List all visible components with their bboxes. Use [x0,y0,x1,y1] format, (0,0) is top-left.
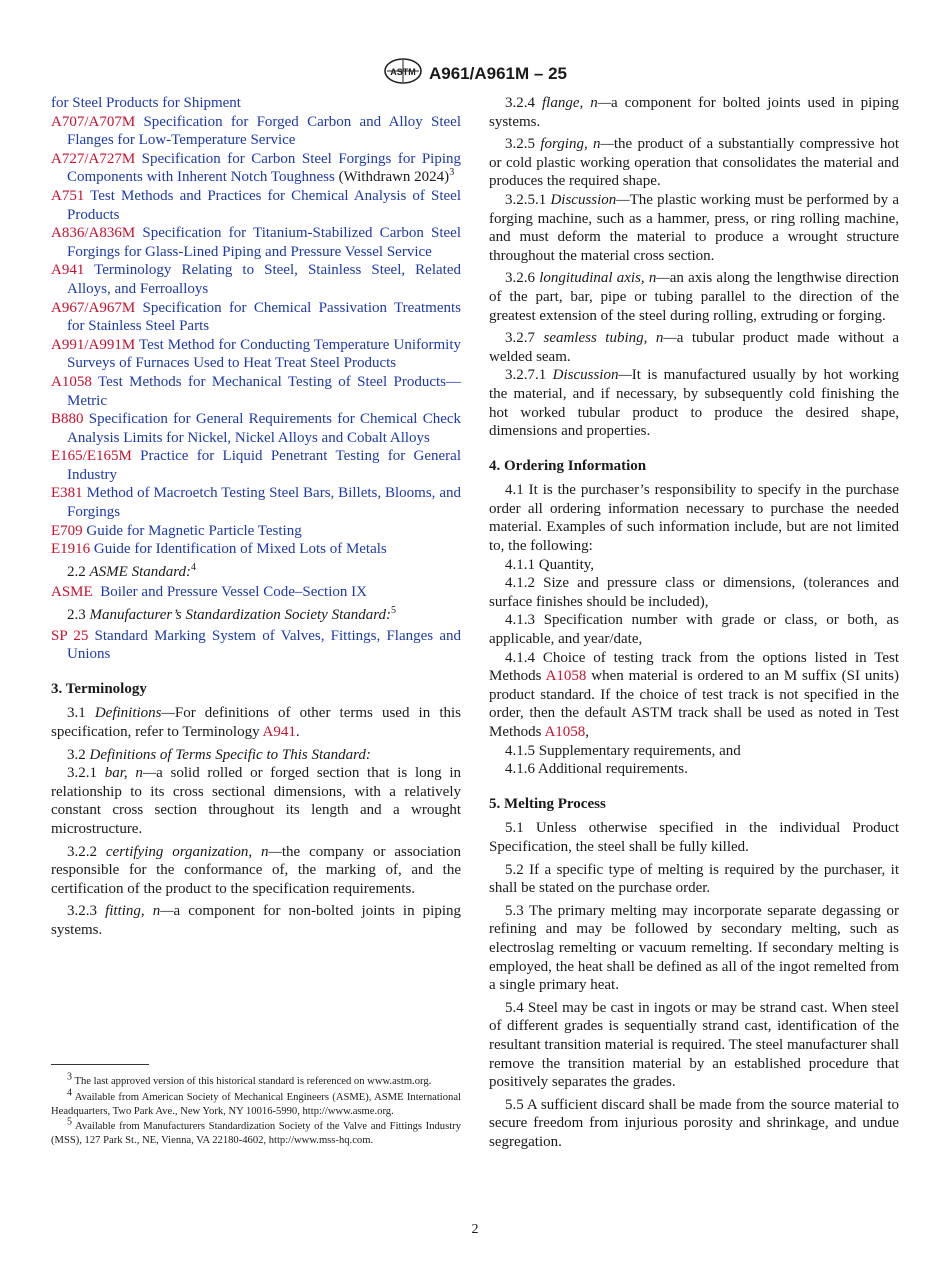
reference-link[interactable]: A941 [262,724,296,740]
reference-link[interactable]: E1916 [51,541,91,558]
reference-item: E165/E165M Practice for Liquid Penetrant Testing for General Industry [51,448,461,483]
reference-link[interactable]: A1058 [51,373,92,390]
reference-item: for Steel Products for Shipment [51,95,241,111]
paragraph: 3.1 Definitions—For definitions of other terms used in this specification, refer to Terminology A941. [51,705,461,740]
footnote-divider [51,1064,149,1065]
paragraph: 3.2.6 longitudinal axis, n—an axis along the lengthwise direction of the part, bar, pipe or tubing parallel to the direction of the greatest extension of the steel during rolling, extruding or forging. [489,270,899,324]
reference-link[interactable]: E381 [51,485,83,502]
reference-link[interactable]: B880 [51,411,84,428]
reference-link[interactable]: A1058 [545,668,587,685]
paragraph: 4.1 It is the purchaser’s responsibility to specify in the purchase order all ordering information necessary to purchase the needed material. Examples of such information include, but are not limited to, the following: [489,482,899,555]
reference-link[interactable]: A991/A991M [51,336,136,353]
paragraph: 4.1.1 Quantity, [505,556,595,573]
paragraph: 3.2.7 seamless tubing, n—a tubular product made without a welded seam. [489,330,900,365]
paragraph: 5.2 If a specific type of melting is required by the purchaser, it shall be stated on the purchase order. [489,861,899,897]
paragraph: 4.1.2 Size and pressure class or dimensions, (tolerances and surface finishes should be included), [489,575,899,610]
mss-standard-heading: 2.3 Manufacturer’s Standardization Society Standard:$^5$ [67,605,397,624]
reference-link[interactable]: A967/A967M [51,299,136,316]
paragraph: 4.1.5 Supplementary requirements, and [505,742,741,759]
reference-link[interactable]: A751 [51,187,85,204]
reference-item: A836/A836M Specification for Titanium-Stabilized Carbon Steel Forgings for Glass-Lined Piping and Pressure Vessel Service [51,225,462,260]
paragraph: 3.2.3 fitting, n—a component for non-bolted joints in piping systems. [51,903,461,938]
reference-link[interactable]: A727/A727M [51,150,136,167]
reference-item: ASME Boiler and Pressure Vessel Code–Section IX [51,584,367,601]
reference-link[interactable]: E165/E165M [51,448,132,465]
section-heading-terminology: 3. Terminology [51,680,147,697]
paragraph: 5.5 A sufficient discard shall be made from the source material to secure freedom from injurious porosity and shrinkage, and undue segregation. [489,1096,899,1150]
reference-link[interactable]: A836/A836M [51,225,136,242]
footnote: $^4$ Available from American Society of Mechanical Engineers (ASME), ASME International Headquarters, Two Park Ave., New York, NY 10016-5990, http://www.asme.org. [51,1087,461,1117]
reference-item: A751 Test Methods and Practices for Chemical Analysis of Steel Products [51,187,461,223]
paragraph: 3.2 Definitions of Terms Specific to This Standard: [67,746,371,763]
reference-item: A991/A991M Test Method for Conducting Temperature Uniformity Surveys of Furnaces Used to Heat Treat Steel Products [51,336,461,372]
paragraph: 3.2.4 flange, n—a component for bolted joints used in piping systems. [489,95,899,130]
page-number: 2 [471,1222,479,1237]
paragraph: 3.2.5 forging, n—the product of a substantially compressive hot or cold plastic working operation that consolidates the material and produces the required shape. [489,136,900,190]
paragraph: 4.1.3 Specification number with grade or class, or both, as applicable, and year/date, [489,612,899,648]
paragraph: 5.1 Unless otherwise specified in the individual Product Specification, the steel shall be fully killed. [489,820,899,855]
reference-link[interactable]: A941 [51,262,85,279]
left-column [51,94,461,940]
reference-item: E381 Method of Macroetch Testing Steel Bars, Billets, Blooms, and Forgings [51,485,461,521]
reference-link[interactable]: ASME [51,584,93,601]
reference-item: E709 Guide for Magnetic Particle Testing [51,522,302,539]
reference-item: E1916 Guide for Identification of Mixed Lots of Metals [51,541,387,558]
paragraph: 3.2.5.1 Discussion—The plastic working must be performed by a forging machine, such as a hammer, press, or ring rolling machine, and must deform the material to produce a wrought structure throughout the material cross section. [489,191,899,264]
reference-item: A941 Terminology Relating to Steel, Stainless Steel, Related Alloys, and Ferroalloys [51,262,461,297]
paragraph: 3.2.2 certifying organization, n—the company or association responsible for the conformance of, the marking of, and the certification of the product to the specification requirements. [51,843,461,897]
footnotes [51,1064,461,1148]
reference-link[interactable]: SP 25 [51,627,89,644]
footnote: $^5$ Available from Manufacturers Standardization Society of the Valve and Fittings Industry (MSS), 127 Park St., NE, Vienna, VA 22180-4602, http://www.mss-hq.com. [51,1116,461,1147]
paragraph: 3.2.7.1 Discussion—It is manufactured usually by hot working the material, and if necessary, by subsequently cold finishing the hot worked tubular product to produce the desired shape, dimensions and properties. [489,367,900,440]
section-heading-ordering: 4. Ordering Information [489,457,647,474]
paragraph: 3.2.1 bar, n—a solid rolled or forged section that is long in relationship to its cross sectional dimensions, with a relatively constant cross section throughout its length and a wrought microstructure. [51,765,461,837]
page-header [0,58,950,89]
reference-item: A727/A727M Specification for Carbon Steel Forgings for Piping Components with Inherent Notch Toughness (Withdrawn 2024)$^3$ [51,150,461,186]
right-column [489,94,899,1151]
reference-link[interactable]: E709 [51,522,83,539]
reference-item: A1058 Test Methods for Mechanical Testing of Steel Products—Metric [51,373,461,409]
astm-logo-icon [383,58,423,89]
paragraph: 5.3 The primary melting may incorporate separate degassing or refining and may be followed by secondary melting, such as electroslag remelting or vacuum remelting. If secondary melting is employed, the heat shall be defined as all of the ingot remelted from a single primary heat. [489,902,899,994]
reference-item: SP 25 Standard Marking System of Valves, Fittings, Flanges and Unions [51,627,461,663]
paragraph: 5.4 Steel may be cast in ingots or may be strand cast. When steel of different grades is sequentially strand cast, identification of the resultant transition material is required. The steel manufacturer shall remove the transition material by an established procedure that positively separates the grades. [489,999,899,1091]
reference-item: A967/A967M Specification for Chemical Passivation Treatments for Stainless Steel Parts [51,299,461,335]
reference-link[interactable]: A707/A707M [51,113,136,130]
section-heading-melting: 5. Melting Process [489,795,606,812]
asme-standard-heading: 2.2 ASME Standard:$^4$ [67,561,197,580]
paragraph: 4.1.4 Choice of testing track from the options listed in Test Methods A1058 when material is ordered to an M suffix (SI units) product standard. If the choice of test track is not specified in the order, then the default ASTM track shall be used as noted in Test Methods A1058, [489,649,900,740]
reference-item: B880 Specification for General Requirements for Chemical Check Analysis Limits for Nickel, Nickel Alloys and Cobalt Alloys [51,411,462,446]
footnote: $^3$ The last approved version of this historical standard is referenced on www.astm.org. [67,1071,432,1087]
reference-item: A707/A707M Specification for Forged Carbon and Alloy Steel Flanges for Low-Temperature Service [51,113,461,149]
document-designation: A961/A961M – 25 [429,63,567,83]
svg-text:ASTM: ASTM [390,67,416,77]
paragraph: 4.1.6 Additional requirements. [505,761,688,778]
reference-link[interactable]: A1058 [544,724,586,740]
